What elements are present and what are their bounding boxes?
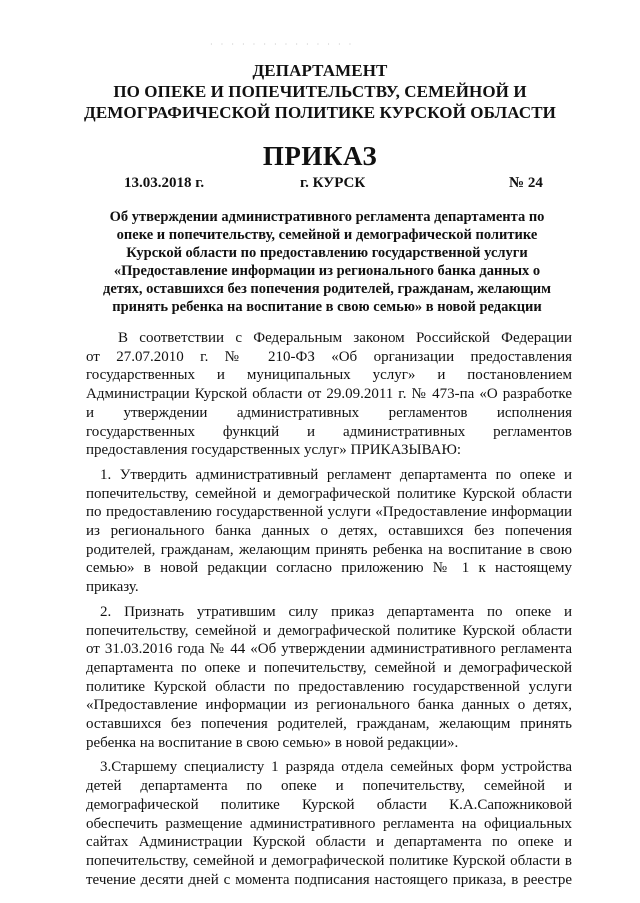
body-line: предоставления государственных услуг» ПРИКАЗЫВАЮ: bbox=[86, 442, 462, 459]
body-line: оставшихся без попечения родителей, гражданам, желающим принять bbox=[86, 716, 572, 733]
body-line: департамента по опеке и попечительству, семейной и демографической bbox=[86, 659, 572, 676]
body-line: «Предоставление информации из регионального банка данных о детях, bbox=[86, 697, 572, 714]
order-number: № 24 bbox=[509, 175, 543, 191]
body-line: от 31.03.2016 года № 44 «Об утверждении административного регламента bbox=[86, 641, 572, 658]
department-header bbox=[0, 60, 640, 123]
body-line: ребенка на воспитание в свою семью» в новой редакции». bbox=[86, 734, 459, 751]
subject-line: Курской области по предоставлению государственной услуги bbox=[126, 245, 528, 261]
clause-2-paragraph bbox=[86, 603, 572, 753]
body-line: по предоставлению государственной услуги «Предоставление информации bbox=[86, 504, 572, 521]
body-line: попечительству, семейной и демографической политике Курской области bbox=[86, 485, 572, 502]
body-line: 3.Старшему специалисту 1 разряда отдела семейных форм устройства bbox=[100, 759, 572, 776]
header-line: ДЕПАРТАМЕНТ bbox=[252, 61, 388, 80]
body-line: и утверждении административных регламентов исполнения bbox=[86, 404, 572, 421]
body-line: семью» в новой редакции согласно приложению № 1 к настоящему bbox=[86, 560, 572, 577]
order-body bbox=[86, 329, 572, 895]
body-line: течение десяти дней с момента подписания настоящего приказа, в реестре bbox=[86, 871, 572, 888]
subject-line: Об утверждении административного регламента департамента по bbox=[109, 209, 545, 225]
body-line: государственных функций и административных регламентов bbox=[86, 423, 572, 440]
body-line: В соответствии с Федеральным законом Российской Федерации bbox=[118, 330, 572, 346]
preamble-paragraph bbox=[86, 329, 572, 460]
body-line: государственных и муниципальных услуг» и постановлением bbox=[86, 367, 572, 384]
order-city: г. КУРСК bbox=[300, 175, 366, 191]
clause-1-paragraph bbox=[86, 466, 572, 597]
body-line: обеспечить размещение административного регламента на официальных bbox=[86, 815, 572, 832]
header-line: ДЕМОГРАФИЧЕСКОЙ ПОЛИТИКЕ КУРСКОЙ ОБЛАСТИ bbox=[84, 103, 556, 122]
body-line: Администрации Курской области от 29.09.2011 г. № 473-па «О разработке bbox=[86, 386, 572, 403]
body-line: попечительству, семейной и демографической политике Курской области bbox=[86, 622, 572, 639]
clause-3-paragraph bbox=[86, 758, 572, 889]
body-line: демографической политике Курской области К.А.Сапожниковой bbox=[86, 796, 572, 813]
body-line: 2. Признать утратившим силу приказ департамента по опеке и bbox=[100, 603, 572, 620]
subject-line: опеке и попечительству, семейной и демографической политике bbox=[116, 227, 538, 243]
header-line: ПО ОПЕКЕ И ПОПЕЧИТЕЛЬСТВУ, СЕМЕЙНОЙ И bbox=[113, 82, 527, 101]
body-line: родителей, гражданам, желающим принять ребенка на воспитание в свою bbox=[86, 541, 572, 558]
subject-line: «Предоставление информации из регионального банка данных о bbox=[113, 263, 541, 279]
body-line: детей департамента по опеке и попечительству, семейной и bbox=[86, 778, 572, 795]
body-line: от 27.07.2010 г. № 210-ФЗ «Об организации предоставления bbox=[86, 348, 572, 365]
order-subject bbox=[92, 208, 562, 316]
body-line: попечительству, семейной и демографической политике Курской области в bbox=[86, 852, 572, 869]
body-line: сайтах Администрации Курской области и департамента по опеке и bbox=[86, 834, 572, 851]
body-line: из регионального банка данных о детях, оставшихся без попечения bbox=[86, 523, 572, 540]
scan-artifact: · · · · · · · · · · · · · · bbox=[210, 40, 355, 49]
body-line: 1. Утвердить административный регламент департамента по опеке и bbox=[100, 466, 572, 483]
document-title: ПРИКАЗ bbox=[262, 141, 378, 171]
subject-line: детях, оставшихся без попечения родителей, гражданам, желающим bbox=[103, 281, 551, 297]
body-line: политике Курской области по предоставлению государственной услуги bbox=[86, 678, 572, 695]
order-date: 13.03.2018 г. bbox=[124, 175, 205, 191]
body-line: приказу. bbox=[86, 579, 139, 596]
subject-line: принять ребенка на воспитание в свою семью» в новой редакции bbox=[112, 299, 542, 315]
